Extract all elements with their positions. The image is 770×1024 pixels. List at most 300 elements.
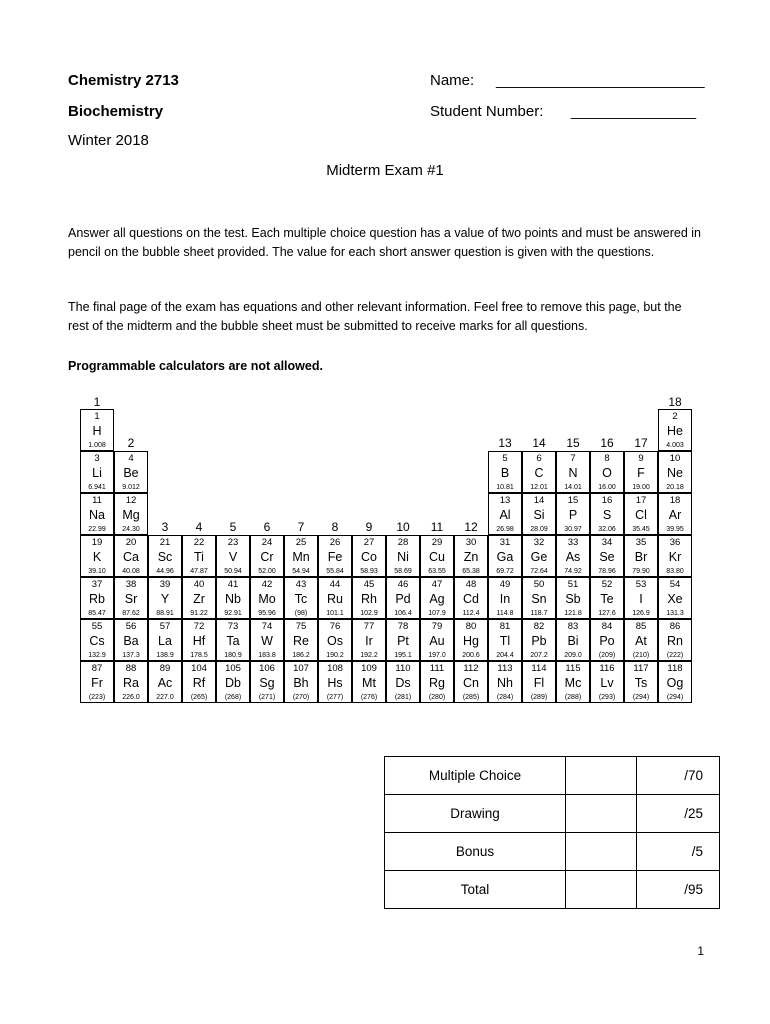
element-cell [454,661,488,703]
group-label: 11 [430,520,444,534]
atomic-mass: 209.0 [564,652,582,659]
atomic-mass: (294) [632,694,650,701]
atomic-mass: 54.94 [292,568,310,575]
atomic-number: 8 [604,453,610,464]
term-label: Winter 2018 [68,132,149,149]
element-cell [148,661,182,703]
element-cell [216,619,250,661]
element-symbol: Db [225,676,241,690]
atomic-number: 110 [395,663,411,674]
atomic-number: 36 [669,537,681,548]
atomic-mass: 114.8 [496,610,514,617]
element-cell [80,493,114,535]
score-category: Multiple Choice [385,757,566,795]
atomic-mass: 200.6 [462,652,480,659]
element-symbol: La [158,634,172,648]
atomic-mass: (293) [598,694,616,701]
atomic-mass: 30.97 [564,526,582,533]
atomic-mass: (285) [462,694,480,701]
atomic-number: 51 [567,579,579,590]
element-symbol: Ds [395,676,411,690]
element-cell [590,493,624,535]
score-entry-box[interactable] [566,795,637,833]
atomic-number: 5 [502,453,508,464]
atomic-mass: 72.64 [530,568,548,575]
element-symbol: Cs [89,634,105,648]
element-cell [658,409,692,451]
atomic-mass: 19.00 [632,484,650,491]
atomic-mass: 65.38 [462,568,480,575]
atomic-mass: 227.0 [156,694,174,701]
element-cell [148,577,182,619]
element-symbol: Fl [533,676,545,690]
atomic-mass: 186.2 [292,652,310,659]
element-symbol: Ba [123,634,139,648]
score-entry-box[interactable] [566,757,637,795]
element-symbol: Lv [600,676,614,690]
score-entry-box[interactable] [566,871,637,909]
atomic-number: 37 [91,579,103,590]
atomic-number: 31 [499,537,511,548]
element-symbol: Rf [192,676,206,690]
element-cell [352,577,386,619]
atomic-mass: 63.55 [428,568,446,575]
atomic-mass: 22.99 [88,526,106,533]
element-symbol: Li [92,466,102,480]
atomic-number: 35 [635,537,647,548]
atomic-number: 27 [363,537,375,548]
atomic-number: 19 [91,537,103,548]
group-label: 13 [498,436,512,450]
atomic-number: 25 [295,537,307,548]
score-row [385,795,720,833]
element-symbol: Tl [499,634,511,648]
atomic-mass: 131.3 [666,610,684,617]
atomic-number: 18 [669,495,681,506]
element-cell [114,493,148,535]
element-cell [114,535,148,577]
atomic-mass: 1.008 [88,442,106,449]
element-symbol: Sn [531,592,547,606]
atomic-number: 10 [669,453,681,464]
group-label: 15 [566,436,580,450]
element-cell [454,535,488,577]
element-symbol: Ru [327,592,343,606]
element-symbol: Mo [258,592,276,606]
atomic-number: 108 [327,663,343,674]
element-cell [352,619,386,661]
element-cell [80,409,114,451]
element-symbol: Mc [564,676,582,690]
element-symbol: Al [499,508,511,522]
student-number-blank[interactable]: _______________ [571,103,697,120]
element-cell [556,619,590,661]
page-number: 1 [697,944,704,958]
atomic-mass: (268) [224,694,242,701]
element-symbol: Na [89,508,105,522]
atomic-mass: (98) [294,610,308,617]
group-label: 12 [464,520,478,534]
element-symbol: Ra [123,676,139,690]
element-cell [590,661,624,703]
element-cell [488,619,522,661]
atomic-mass: 197.0 [428,652,446,659]
element-cell [624,451,658,493]
atomic-number: 26 [329,537,341,548]
atomic-number: 86 [669,621,681,632]
element-symbol: N [568,466,578,480]
element-cell [658,451,692,493]
atomic-number: 39 [159,579,171,590]
element-symbol: Rg [429,676,445,690]
atomic-mass: 138.9 [156,652,174,659]
atomic-mass: (210) [632,652,650,659]
element-cell [556,493,590,535]
atomic-number: 75 [295,621,307,632]
atomic-mass: 126.9 [632,610,650,617]
element-symbol: Ge [530,550,548,564]
element-symbol: K [92,550,102,564]
atomic-mass: 35.45 [632,526,650,533]
element-symbol: Si [533,508,545,522]
atomic-mass: (222) [666,652,684,659]
element-cell [386,619,420,661]
atomic-mass: 6.941 [88,484,106,491]
score-max-points: /25 [637,795,720,833]
element-cell [182,661,216,703]
atomic-mass: 207.2 [530,652,548,659]
element-symbol: Rn [667,634,683,648]
element-symbol: C [534,466,544,480]
atomic-number: 23 [227,537,239,548]
element-symbol: Ar [668,508,682,522]
element-cell [420,661,454,703]
atomic-number: 17 [635,495,647,506]
element-symbol: At [635,634,647,648]
element-cell [318,619,352,661]
atomic-mass: 79.90 [632,568,650,575]
atomic-number: 107 [293,663,309,674]
atomic-mass: (271) [258,694,276,701]
element-cell [318,577,352,619]
element-cell [556,535,590,577]
atomic-mass: 192.2 [360,652,378,659]
atomic-number: 3 [94,453,100,464]
atomic-number: 2 [672,411,678,422]
group-label: 16 [600,436,614,450]
element-cell [80,577,114,619]
atomic-number: 118 [667,663,683,674]
atomic-number: 57 [159,621,171,632]
atomic-mass: (280) [428,694,446,701]
atomic-number: 9 [638,453,644,464]
score-table [384,756,720,909]
element-cell [658,493,692,535]
element-cell [590,451,624,493]
element-symbol: Y [160,592,170,606]
element-cell [352,535,386,577]
atomic-number: 114 [531,663,547,674]
score-category: Bonus [385,833,566,871]
atomic-mass: 102.9 [360,610,378,617]
atomic-mass: 10.81 [496,484,514,491]
group-label: 5 [229,520,237,534]
atomic-mass: 88.91 [156,610,174,617]
atomic-number: 113 [497,663,513,674]
atomic-number: 80 [465,621,477,632]
element-cell [80,535,114,577]
atomic-number: 72 [193,621,205,632]
atomic-number: 46 [397,579,409,590]
atomic-number: 116 [599,663,615,674]
atomic-number: 56 [125,621,137,632]
element-cell [318,535,352,577]
atomic-number: 74 [261,621,273,632]
atomic-mass: 190.2 [326,652,344,659]
group-label: 7 [297,520,305,534]
element-symbol: Te [600,592,614,606]
atomic-mass: 118.7 [530,610,548,617]
atomic-mass: 24.30 [122,526,140,533]
atomic-mass: 95.96 [258,610,276,617]
element-symbol: Ir [365,634,373,648]
score-max-points: /70 [637,757,720,795]
atomic-number: 14 [533,495,545,506]
element-symbol: Nh [497,676,513,690]
element-cell [488,535,522,577]
student-number-label: Student Number: [430,103,544,120]
atomic-number: 6 [536,453,542,464]
atomic-mass: 112.4 [462,610,480,617]
atomic-mass: 4.003 [666,442,684,449]
element-symbol: Pd [395,592,411,606]
atomic-number: 88 [125,663,137,674]
atomic-mass: 52.00 [258,568,276,575]
score-row [385,871,720,909]
element-cell [488,493,522,535]
element-symbol: Xe [667,592,683,606]
score-category: Drawing [385,795,566,833]
atomic-number: 55 [91,621,103,632]
element-cell [522,493,556,535]
atomic-mass: 78.96 [598,568,616,575]
atomic-mass: 14.01 [564,484,582,491]
element-cell [284,661,318,703]
atomic-mass: 106.4 [394,610,412,617]
atomic-number: 111 [429,663,445,674]
element-symbol: H [92,424,102,438]
atomic-number: 33 [567,537,579,548]
element-symbol: Zn [463,550,479,564]
element-symbol: Ti [194,550,204,564]
atomic-number: 53 [635,579,647,590]
group-label: 6 [263,520,271,534]
atomic-mass: 58.93 [360,568,378,575]
group-label: 8 [331,520,339,534]
atomic-mass: (277) [326,694,344,701]
element-cell [80,619,114,661]
element-symbol: Br [634,550,648,564]
atomic-number: 73 [227,621,239,632]
element-symbol: Bi [567,634,579,648]
atomic-mass: 92.91 [224,610,242,617]
element-symbol: P [568,508,578,522]
element-symbol: B [500,466,510,480]
element-cell [250,661,284,703]
element-cell [250,535,284,577]
atomic-number: 117 [633,663,649,674]
element-cell [284,535,318,577]
element-symbol: Kr [668,550,682,564]
element-cell [522,535,556,577]
atomic-number: 115 [565,663,581,674]
atomic-mass: 87.62 [122,610,140,617]
element-symbol: Mg [122,508,140,522]
element-cell [386,661,420,703]
atomic-number: 85 [635,621,647,632]
atomic-number: 79 [431,621,443,632]
element-symbol: Sb [565,592,581,606]
atomic-mass: (281) [394,694,412,701]
element-symbol: Pt [397,634,409,648]
atomic-number: 50 [533,579,545,590]
element-symbol: Ta [226,634,240,648]
atomic-number: 43 [295,579,307,590]
score-entry-box[interactable] [566,833,637,871]
name-label: Name: [430,72,475,89]
atomic-mass: 132.9 [88,652,106,659]
group-label: 3 [161,520,169,534]
atomic-number: 4 [128,453,134,464]
score-row [385,757,720,795]
atomic-mass: (289) [530,694,548,701]
atomic-mass: 127.6 [598,610,616,617]
element-cell [114,451,148,493]
element-symbol: W [261,634,273,648]
group-label: 17 [634,436,648,450]
atomic-number: 47 [431,579,443,590]
element-symbol: Be [123,466,139,480]
atomic-number: 38 [125,579,137,590]
atomic-mass: (276) [360,694,378,701]
element-symbol: Hf [192,634,206,648]
atomic-mass: 121.8 [564,610,582,617]
element-symbol: I [639,592,643,606]
element-symbol: Au [429,634,445,648]
element-cell [420,535,454,577]
element-cell [590,535,624,577]
element-cell [658,619,692,661]
element-symbol: As [565,550,581,564]
element-symbol: Ne [667,466,683,480]
element-symbol: Tc [294,592,308,606]
atomic-mass: (270) [292,694,310,701]
atomic-mass: 44.96 [156,568,174,575]
atomic-mass: 39.95 [666,526,684,533]
element-symbol: Mn [292,550,310,564]
element-cell [454,619,488,661]
element-symbol: Bh [293,676,309,690]
element-symbol: In [499,592,511,606]
element-cell [522,661,556,703]
element-symbol: Ga [496,550,514,564]
atomic-mass: 50.94 [224,568,242,575]
atomic-mass: 26.98 [496,526,514,533]
atomic-mass: 107.9 [428,610,446,617]
atomic-mass: 28.09 [530,526,548,533]
atomic-mass: (294) [666,694,684,701]
score-category: Total [385,871,566,909]
element-cell [624,493,658,535]
element-symbol: Cd [463,592,479,606]
element-cell [556,661,590,703]
atomic-number: 12 [125,495,137,506]
element-symbol: Hg [463,634,479,648]
element-symbol: Co [361,550,377,564]
element-cell [420,577,454,619]
element-symbol: Cn [463,676,479,690]
element-symbol: Hs [327,676,343,690]
element-cell [352,661,386,703]
group-label: 10 [396,520,410,534]
name-blank[interactable]: _________________________ [496,72,705,89]
element-symbol: Sg [259,676,275,690]
element-cell [148,535,182,577]
element-cell [488,661,522,703]
atomic-number: 48 [465,579,477,590]
element-cell [624,619,658,661]
atomic-mass: 74.92 [564,568,582,575]
atomic-number: 49 [499,579,511,590]
atomic-mass: 47.87 [190,568,208,575]
atomic-number: 22 [193,537,205,548]
element-symbol: Ca [123,550,139,564]
atomic-number: 42 [261,579,273,590]
element-cell [114,661,148,703]
element-cell [182,535,216,577]
element-symbol: Rb [89,592,105,606]
element-symbol: Cu [429,550,445,564]
element-cell [522,577,556,619]
atomic-number: 11 [92,495,102,506]
atomic-number: 109 [361,663,377,674]
atomic-number: 84 [601,621,613,632]
atomic-number: 81 [499,621,511,632]
atomic-mass: 183.8 [258,652,276,659]
element-cell [216,661,250,703]
atomic-mass: (284) [496,694,514,701]
element-cell [148,619,182,661]
element-symbol: Fe [327,550,343,564]
calculator-warning: Programmable calculators are not allowed. [68,359,323,373]
atomic-mass: 55.84 [326,568,344,575]
atomic-mass: 204.4 [496,652,514,659]
atomic-mass: 69.72 [496,568,514,575]
element-symbol: Sc [157,550,173,564]
element-symbol: V [228,550,238,564]
atomic-mass: (209) [598,652,616,659]
atomic-number: 77 [363,621,375,632]
instructions-paragraph-2: The final page of the exam has equations and other relevant information. Feel free to remove this page, but the rest of the midterm and the bubble sheet must be submitted to receive marks for all questions. [68,300,682,333]
atomic-mass: 39.10 [88,568,106,575]
element-cell [522,619,556,661]
group-label: 1 [93,395,101,409]
element-cell [80,451,114,493]
atomic-mass: 137.3 [122,652,140,659]
atomic-mass: 83.80 [666,568,684,575]
element-symbol: Mt [362,676,376,690]
subject-title: Biochemistry [68,103,164,120]
